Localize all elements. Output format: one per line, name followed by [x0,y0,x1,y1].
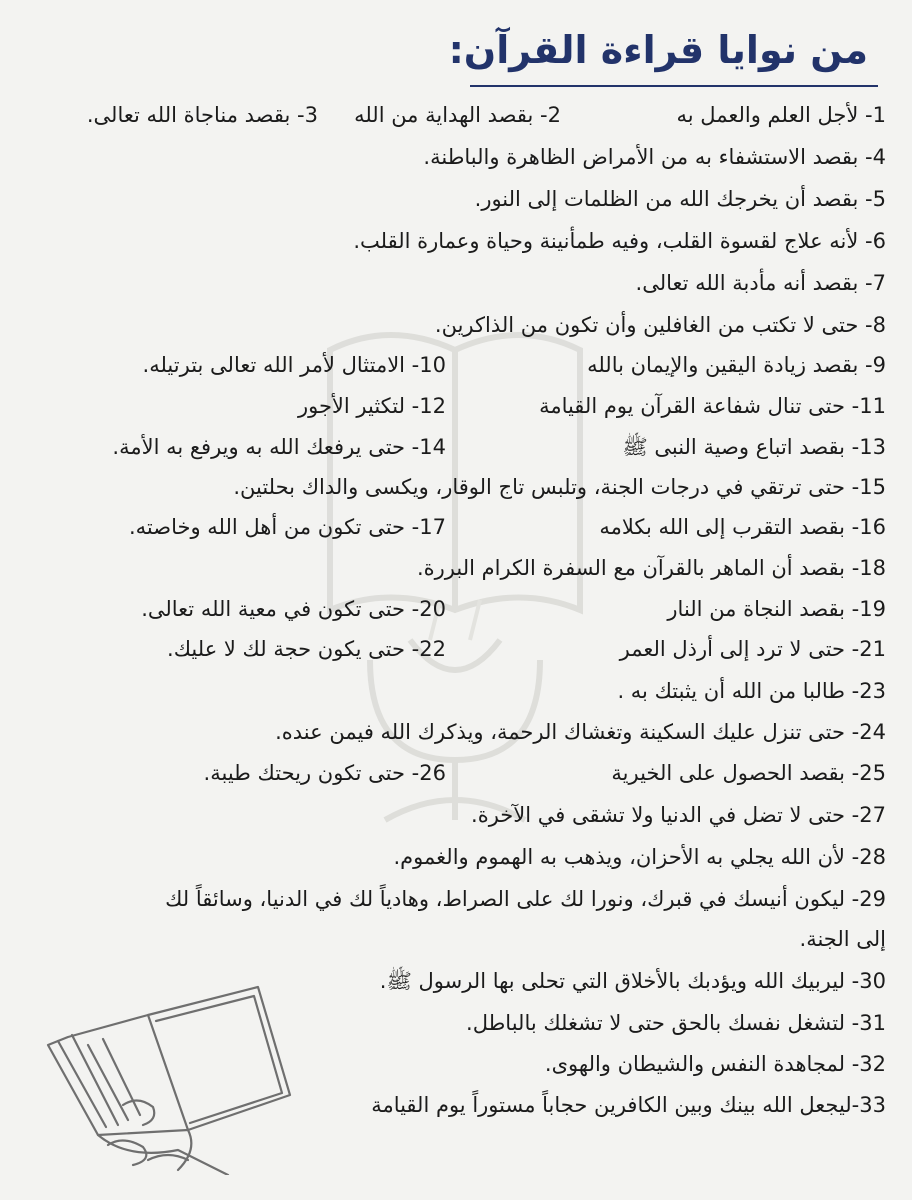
item-text: 21- حتى لا ترد إلى أرذل العمر [619,637,886,661]
list-item [18,630,886,668]
list-item-continuation [18,920,886,958]
item-text: 27- حتى لا تضل في الدنيا ولا تشقى في الآخرة. [471,803,886,827]
list-item [18,96,886,134]
item-text: 16- بقصد التقرب إلى الله بكلامه [599,515,886,539]
item-text: 25- بقصد الحصول على الخيرية [611,761,886,785]
item-text: 28- لأن الله يجلي به الأحزان، ويذهب به الهموم والغموم. [393,845,886,869]
item-text: 14- حتى يرفعك الله به ويرفع به الأمة. [112,435,446,459]
item-text: 7- بقصد أنه مأدبة الله تعالى. [635,271,886,295]
item-text: 31- لتشغل نفسك بالحق حتى لا تشغلك بالباطل. [466,1011,886,1035]
list-item [18,713,886,751]
item-text: 5- بقصد أن يخرجك الله من الظلمات إلى النور. [474,187,886,211]
list-item [18,138,886,176]
list-item [18,387,886,425]
list-item [18,962,886,1000]
item-text: 19- بقصد النجاة من النار [667,597,886,621]
item-text: 8- حتى لا تكتب من الغافلين وأن تكون من الذاكرين. [434,313,886,337]
list-item [18,1004,886,1042]
item-text: 33-ليجعل الله بينك وبين الكافرين حجاباً مستوراً يوم القيامة [371,1093,886,1117]
item-text: 23- طالبا من الله أن يثبتك به . [617,679,886,703]
item-text: 12- لتكثير الأجور [297,394,446,418]
list-item [18,264,886,302]
item-text: 29- ليكون أنيسك في قبرك، ونورا لك على الصراط، وهادياً لك في الدنيا، وسائقاً لك [165,887,886,911]
list-item [18,672,886,710]
item-text: إلى الجنة. [799,927,886,951]
item-text: 32- لمجاهدة النفس والشيطان والهوى. [544,1052,886,1076]
item-text: 6- لأنه علاج لقسوة القلب، وفيه طمأنينة وحياة وعمارة القلب. [353,229,886,253]
item-text: 17- حتى تكون من أهل الله وخاصته. [128,515,446,539]
item-text: 22- حتى يكون حجة لك لا عليك. [167,637,446,661]
list-item [18,1045,886,1083]
item-text: 1- لأجل العلم والعمل به [676,103,886,127]
list-item [18,180,886,218]
list-item [18,346,886,384]
item-text: 15- حتى ترتقي في درجات الجنة، وتلبس تاج الوقار، ويكسى والداك بحلتين. [233,475,886,499]
list-item [18,590,886,628]
item-text: 24- حتى تنزل عليك السكينة وتغشاك الرحمة، ويذكرك الله فيمن عنده. [275,720,886,744]
item-text: 2- بقصد الهداية من الله [354,103,561,127]
list-item [18,754,886,792]
list-item [18,222,886,260]
list-item [18,306,886,344]
item-text: 20- حتى تكون في معية الله تعالى. [141,597,446,621]
item-text: 18- بقصد أن الماهر بالقرآن مع السفرة الكرام البررة. [416,556,886,580]
item-text: 26- حتى تكون ريحتك طيبة. [203,761,446,785]
item-text: 4- بقصد الاستشفاء به من الأمراض الظاهرة والباطنة. [423,145,886,169]
page-title: من نوايا قراءة القرآن: [448,28,868,72]
list-item [18,838,886,876]
item-text: 3- بقصد مناجاة الله تعالى. [86,103,318,127]
item-text: 13- بقصد اتباع وصية النبى ﷺ [622,435,886,459]
item-text: 30- ليربيك الله ويؤدبك بالأخلاق التي تحلى بها الرسول ﷺ. [379,969,886,993]
list-item [18,428,886,466]
list-item [18,880,886,918]
list-item [18,549,886,587]
list-item [18,508,886,546]
item-text: 10- الامتثال لأمر الله تعالى بترتيله. [142,353,446,377]
list-item [18,796,886,834]
item-text: 11- حتى تنال شفاعة القرآن يوم القيامة [539,394,886,418]
item-text: 9- بقصد زيادة اليقين والإيمان بالله [587,353,886,377]
list-item [18,468,886,506]
list-item [18,1086,886,1124]
